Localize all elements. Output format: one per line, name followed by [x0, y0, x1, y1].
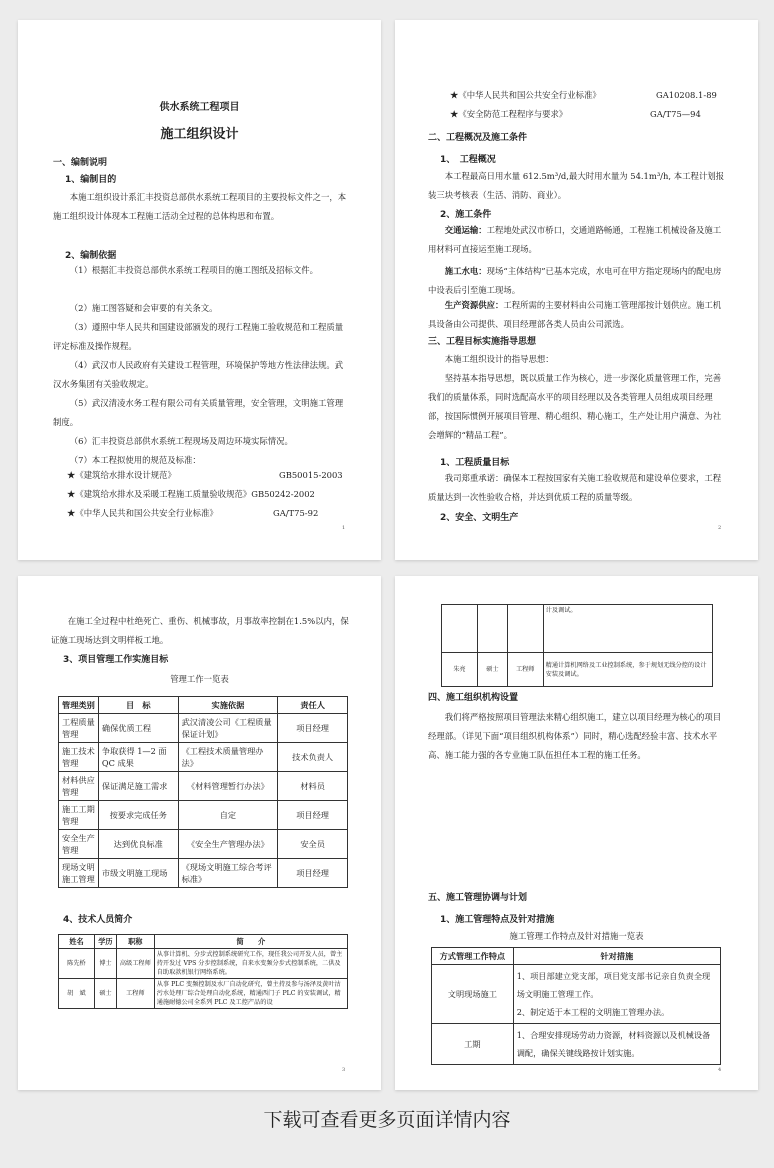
table-row: [59, 830, 348, 859]
table-cell: 项目经理: [278, 714, 348, 743]
table-row: [59, 801, 348, 830]
table-cell: 达到优良标准: [98, 830, 178, 859]
table-cell: [477, 605, 507, 653]
paragraph: 本施工组织设计系汇丰投资总部供水系统工程项目的主要投标文件之一，本施工组织设计体现本工程施工活动全过程的总体构思和布置。: [53, 192, 347, 221]
page-number: 4: [718, 1067, 722, 1073]
standard-code: GA10208.1-89: [656, 90, 717, 100]
table-header: 针对措施: [513, 948, 720, 965]
table-cell: 自定: [178, 801, 278, 830]
table-cell: 工程质量管理: [59, 714, 99, 743]
table-cell: 硕士: [477, 653, 507, 687]
section-heading: 三、工程目标实施指导思想: [428, 337, 537, 347]
subsection-heading: 1、工程质量目标: [440, 458, 510, 468]
table-cell: 按要求完成任务: [98, 801, 178, 830]
table-cell: [442, 605, 478, 653]
table-row: [59, 859, 348, 888]
table-cell: 项目经理: [278, 801, 348, 830]
staff-table: [58, 934, 348, 1009]
standard-code: GA/T75—94: [650, 109, 701, 119]
table-cell: 争取获得 1—2 面QC 成果: [98, 743, 178, 772]
table-cell: 材料供应管理: [59, 772, 99, 801]
condition-label: 交通运输：: [444, 225, 487, 235]
project-title: 供水系统工程项目: [159, 102, 240, 113]
section-heading: 一、编制说明: [53, 158, 108, 168]
table-cell: 《现场文明施工综合考评标准》: [178, 859, 278, 888]
subsection-heading: 2、安全、文明生产: [440, 513, 519, 523]
table-header-row: [59, 697, 348, 714]
table-row: [59, 979, 348, 1009]
table-row: [59, 772, 348, 801]
download-prompt: 下载可查看更多页面详情内容: [263, 1109, 511, 1131]
table-cell: 1、合理安排现场劳动力资源，材料资源以及机械设备调配，确保关键线路按计划实施。: [513, 1024, 720, 1065]
condition-paragraph: [428, 221, 728, 259]
table-cell: 计及调试。: [543, 605, 712, 653]
standard-code: GB50242-2002: [251, 489, 315, 499]
table-cell: 安全生产管理: [59, 830, 99, 859]
table-cell: 工程师: [116, 979, 154, 1009]
table-cell: 技术负责人: [278, 743, 348, 772]
paragraph: 在施工全过程中杜绝死亡、重伤、机械事故，月事故率控制在1.5%以内，保证施工现场达到文明样板工地。: [51, 616, 349, 645]
table-cell: 1、项目部建立党支部，项目党支部书记亲自负责全现场文明施工管理工作。 2、制定适于本工程的文明施工管理办法。: [513, 965, 720, 1024]
table-header: 责任人: [278, 697, 348, 714]
condition-text: 现场“主体结构”已基本完成，水电可在甲方指定现场内的配电房中设表后引至施工现场。: [428, 266, 722, 295]
list-item: （7）本工程拟使用的规范及标准：: [69, 455, 201, 465]
table-cell: 胡 斌: [59, 979, 95, 1009]
measures-table: [431, 947, 721, 1065]
list-item: （2）施工图答疑和会审要的有关条文。: [69, 303, 218, 313]
condition-paragraph: [428, 262, 728, 300]
star-icon: ★: [450, 109, 459, 119]
star-icon: ★: [67, 508, 76, 518]
table-cell: 保证满足施工需求: [98, 772, 178, 801]
subsection-heading: 1、编制目的: [65, 175, 117, 185]
star-icon: ★: [67, 489, 76, 499]
standard-name: 《中华人民共和国公共安全行业标准》: [75, 508, 218, 518]
table-cell: [507, 605, 543, 653]
table-row: [59, 714, 348, 743]
table-cell: 高级工程师: [116, 949, 154, 979]
subsection-heading: 1、施工管理特点及针对措施: [440, 915, 555, 925]
standard-item: [67, 488, 315, 501]
table-cell: 现场文明施工管理: [59, 859, 99, 888]
table-cell: 文明现场施工: [432, 965, 514, 1024]
standard-name: 《建筑给水排水及采暖工程施工质量验收规范》: [75, 489, 252, 499]
table-header: 管理类别: [59, 697, 99, 714]
section-heading: 二、工程概况及施工条件: [428, 133, 528, 143]
condition-label: 生产资源供应：: [444, 300, 504, 310]
standard-name: 《安全防范工程程序与要求》: [458, 109, 568, 119]
paragraph: 我们将严格按照项目管理法来精心组织施工，建立以项目经理为核心的项目经理部。（详见下面“项目组织机构体系”）同时，精心选配经验丰富、技术水平高、施工能力强的各专业施工队伍担任本工程的施工任务。: [428, 712, 722, 760]
table-cell: 工程师: [507, 653, 543, 687]
table-header: 姓名: [59, 935, 95, 949]
table-cell: 工期: [432, 1024, 514, 1065]
table-cell: 《安全生产管理办法》: [178, 830, 278, 859]
star-icon: ★: [450, 90, 459, 100]
table-cell: 从事 PLC 变频控制及水厂自动化研究，曾主持及参与汤泽及黄叶沽污水处理厂综合处理自动化系统，精通西门子 PLC 的安装调试，精通施耐德公司全系列 PLC 及工控产品的设: [154, 979, 347, 1009]
condition-label: 施工水电：: [444, 266, 487, 276]
section-heading: 四、施工组织机构设置: [428, 693, 519, 703]
condition-paragraph: [428, 296, 728, 334]
page-number: 3: [342, 1067, 346, 1073]
document-title: 施工组织设计: [160, 127, 239, 142]
subsection-heading: 2、施工条件: [440, 210, 492, 220]
subsection-heading: 3、项目管理工作实施目标: [63, 655, 169, 665]
paragraph: 坚持基本指导思想，既以质量工作为核心，进一步深化质量管理工作，完善我们的质量体系，同时选配高水平的项目经理以及各类管理人员组成项目经理部，按国际惯例开展项目管理、精心组织、精心施工，生产处让用户满意、为社会增辉的“精品工程”。: [428, 373, 722, 440]
condition-text: 工程地处武汉市桥口，交通道路畅通，工程施工机械设备及施工用材料可直接运至施工现场。: [428, 225, 722, 254]
document-page-4: [395, 576, 758, 1090]
table-header-row: [59, 935, 348, 949]
table-header: 实施依据: [178, 697, 278, 714]
standard-name: 《中华人民共和国公共安全行业标准》: [458, 90, 601, 100]
standard-item: [67, 507, 218, 520]
table-cell: 《工程技术质量管理办法》: [178, 743, 278, 772]
star-icon: ★: [67, 470, 76, 480]
standard-item: [450, 108, 567, 121]
table-cell: 材料员: [278, 772, 348, 801]
standard-item: [450, 89, 601, 102]
table-cell: 博士: [94, 949, 116, 979]
document-page-2: [395, 20, 758, 560]
paragraph: 本施工组织设计的指导思想：: [444, 354, 554, 364]
table-cell: 项目经理: [278, 859, 348, 888]
table-header: 简 介: [154, 935, 347, 949]
table-header-row: [432, 948, 721, 965]
standard-code: GA/T75-92: [273, 508, 319, 518]
subsection-heading: 1、 工程概况: [440, 155, 496, 165]
table-cell: 市级文明施工现场: [98, 859, 178, 888]
table-row: [432, 965, 721, 1024]
table-cell: 施工技术管理: [59, 743, 99, 772]
standard-name: 《建筑给水排水设计规范》: [75, 470, 176, 480]
list-item: （5）武汉清凌水务工程有限公司有关质量管理，安全管理，文明施工管理制度。: [53, 398, 344, 427]
table-header: 学历: [94, 935, 116, 949]
document-page-3: [18, 576, 381, 1090]
table-title: 管理工作一览表: [170, 674, 229, 684]
table-cell: 陈先桥: [59, 949, 95, 979]
table-header: 职称: [116, 935, 154, 949]
page-number: 2: [718, 525, 722, 531]
table-header: 方式管理工作特点: [432, 948, 514, 965]
management-table: [58, 696, 348, 888]
staff-table-continued: [441, 604, 713, 687]
standard-item: [67, 469, 176, 482]
list-item: （6）汇丰投资总部供水系统工程现场及周边环境实际情况。: [69, 436, 293, 446]
table-title: 施工管理工作特点及针对措施一览表: [509, 931, 644, 941]
table-cell: 精通计算机网络及工业控制系统，参于规划无线分控的设计安装及调试。: [543, 653, 712, 687]
condition-text: 工程所需的主要材料由公司施工管理部按计划供应。施工机具设备由公司提供、项目经理部各类人员由公司派选。: [428, 300, 722, 329]
standard-code: GB50015-2003: [279, 470, 343, 480]
list-item: （1）根据汇丰投资总部供水系统工程项目的施工图纸及招标文件。: [69, 265, 318, 275]
paragraph: 我司郑重承诺：确保本工程按国家有关施工验收规范和建设单位要求，工程质量达到一次性验收合格，并达到优质工程的质量等级。: [428, 473, 722, 502]
table-row: [442, 653, 713, 687]
table-cell: 《材料管理暂行办法》: [178, 772, 278, 801]
list-item: （3）遵照中华人民共和国建设部颁发的现行工程施工验收规范和工程质量评定标准及操作规程。: [53, 322, 344, 351]
table-cell: 施工工期管理: [59, 801, 99, 830]
table-cell: 从事计算机、分步式控制系统研究工作，现任我公司开发人员，曾主持开发过 VPS 分步控制系统，自来水变频分步式控制系统，二供及自助取款机银行网络系统。: [154, 949, 347, 979]
table-cell: 确保优质工程: [98, 714, 178, 743]
subsection-heading: 2、编制依据: [65, 251, 117, 261]
table-cell: 朱亮: [442, 653, 478, 687]
table-cell: 安全员: [278, 830, 348, 859]
table-row: [59, 743, 348, 772]
document-page-1: [18, 20, 381, 560]
table-row: [432, 1024, 721, 1065]
table-cell: 硕士: [94, 979, 116, 1009]
table-row: [442, 605, 713, 653]
table-row: [59, 949, 348, 979]
page-number: 1: [342, 525, 346, 531]
section-heading: 五、施工管理协调与计划: [428, 893, 528, 903]
subsection-heading: 4、技术人员简介: [63, 915, 133, 925]
table-header: 目 标: [98, 697, 178, 714]
table-cell: 武汉清凌公司《工程质量保证计划》: [178, 714, 278, 743]
paragraph: 本工程最高日用水量 612.5m³/d,最大时用水量为 54.1m³/h, 本工程计划报装三块考核表（生活、消防、商业）。: [428, 171, 724, 200]
list-item: （4）武汉市人民政府有关建设工程管理，环境保护等地方性法律法规。武汉水务集团有关验收规定。: [53, 360, 344, 389]
